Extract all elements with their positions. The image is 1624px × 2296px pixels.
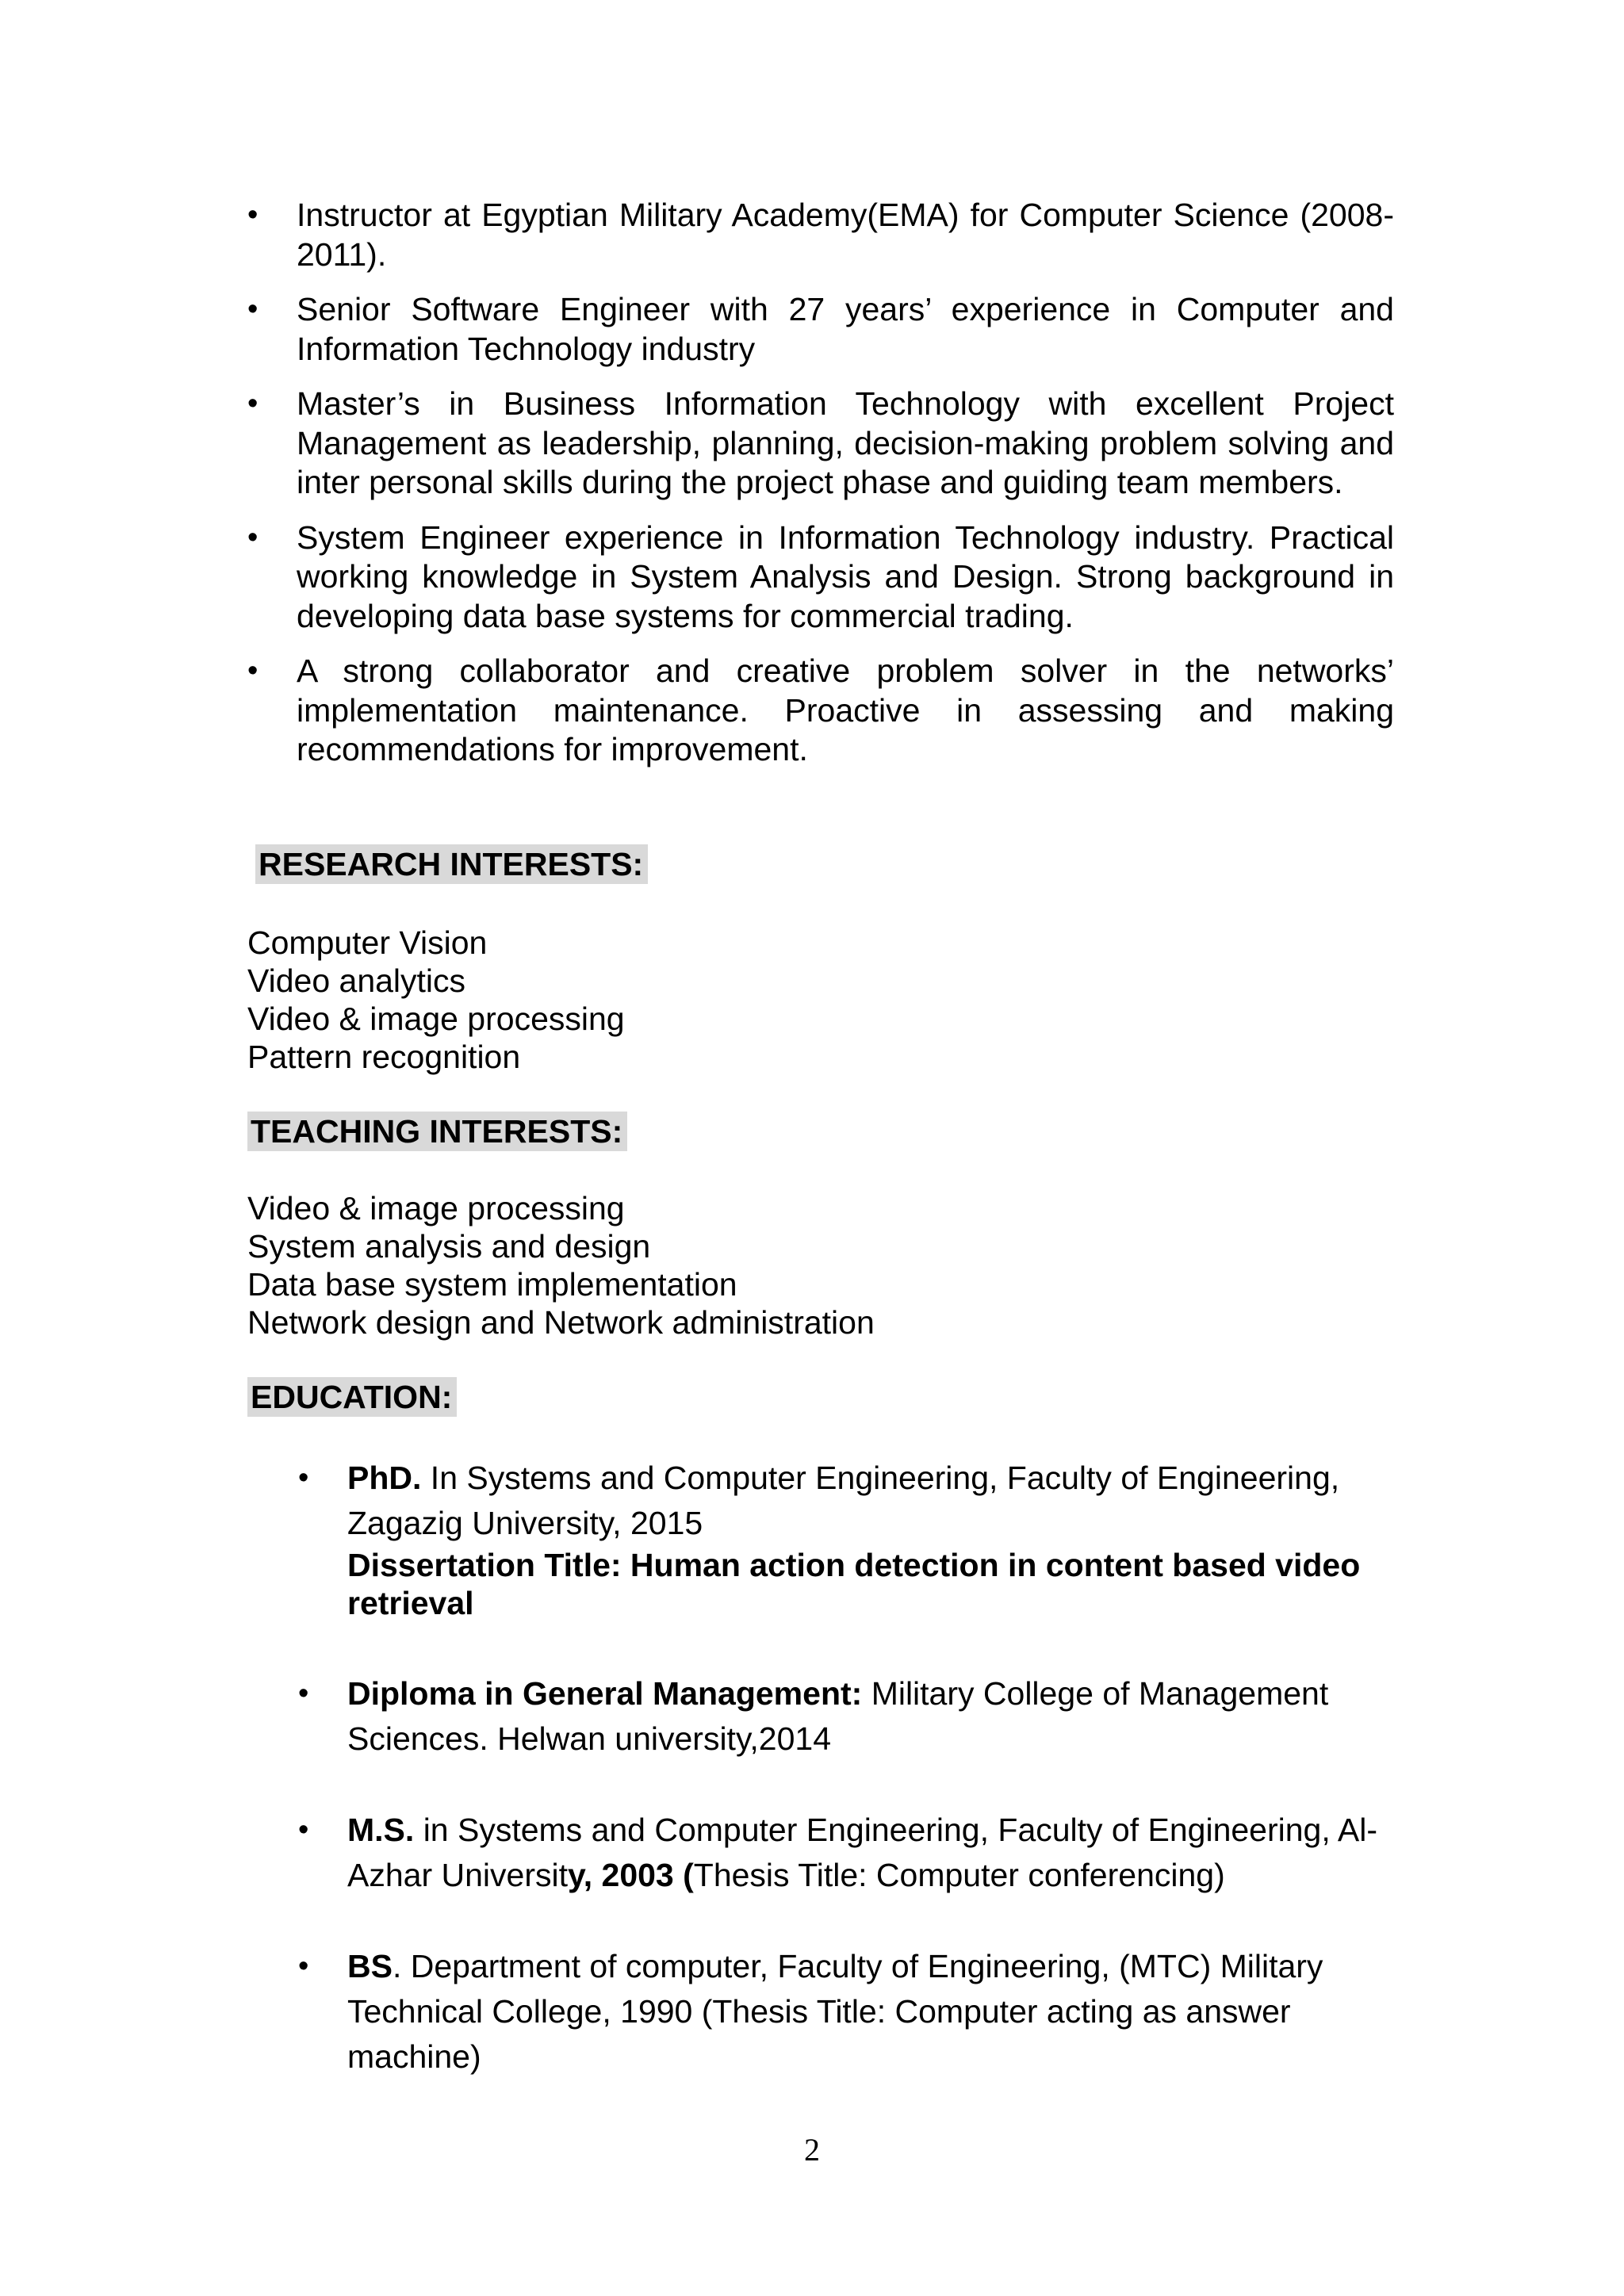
list-item: Network design and Network administration [247, 1304, 875, 1341]
degree-details: . Department of computer, Faculty of Engineering, (MTC) Military Technical College, 1990 (Thesis Title: Computer acting as answer machine) [347, 1948, 1323, 2075]
degree-details: Military College of Management Sciences. Helwan university,2014 [347, 1675, 1329, 1757]
research-interests-heading: RESEARCH INTERESTS: [255, 844, 648, 884]
degree-details: in Systems and Computer Engineering, Faculty of Engineering, Al-Azhar Universit [347, 1812, 1377, 1893]
experience-bullet-list [247, 196, 1394, 770]
list-item: Video & image processing [247, 1190, 625, 1226]
education-item-ms [298, 1808, 1408, 1898]
degree-label: BS [347, 1948, 393, 1984]
education-list [298, 1456, 1408, 2080]
degree-details: In Systems and Computer Engineering, Faculty of Engineering, Zagazig University, 2015 [347, 1460, 1340, 1541]
bullet-item: • Master’s in Business Information Technology with excellent Project Management as leadership, planning, decision-making problem solving and inter personal skills during the project phase and guiding team members. [247, 385, 1394, 503]
degree-label: M.S. [347, 1812, 415, 1848]
bullet-item: • A strong collaborator and creative problem solver in the networks’ implementation maintenance. Proactive in assessing and making recommendations for improvement. [247, 652, 1394, 770]
education-heading: EDUCATION: [247, 1377, 457, 1417]
research-interests-list [247, 924, 625, 1076]
list-item: System analysis and design [247, 1228, 651, 1265]
list-item: Computer Vision [247, 924, 488, 961]
degree-label: PhD. [347, 1460, 422, 1496]
bullet-item: • System Engineer experience in Information Technology industry. Practical working knowledge in System Analysis and Design. Strong background in developing data base systems for commercial trading. [247, 519, 1394, 637]
degree-year: y, 2003 ( [567, 1857, 694, 1893]
degree-label: Diploma in General Management: [347, 1675, 863, 1712]
list-item: Video & image processing [247, 1001, 625, 1037]
education-item-phd [298, 1456, 1408, 1622]
page-number: 2 [804, 2132, 820, 2168]
education-item-bs [298, 1944, 1408, 2080]
teaching-interests-list [247, 1189, 875, 1341]
teaching-interests-heading: TEACHING INTERESTS: [247, 1112, 627, 1151]
list-item: Video analytics [247, 962, 466, 999]
thesis-title: Thesis Title: Computer conferencing) [693, 1857, 1225, 1893]
list-item: Pattern recognition [247, 1039, 521, 1075]
dissertation-title: Dissertation Title: Human action detection in content based video retrieval [347, 1547, 1361, 1621]
bullet-item: • Senior Software Engineer with 27 years’ experience in Computer and Information Technology industry [247, 290, 1394, 369]
bullet-item: • Instructor at Egyptian Military Academy(EMA) for Computer Science (2008-2011). [247, 196, 1394, 274]
education-item-diploma [298, 1671, 1408, 1762]
list-item: Data base system implementation [247, 1266, 737, 1303]
